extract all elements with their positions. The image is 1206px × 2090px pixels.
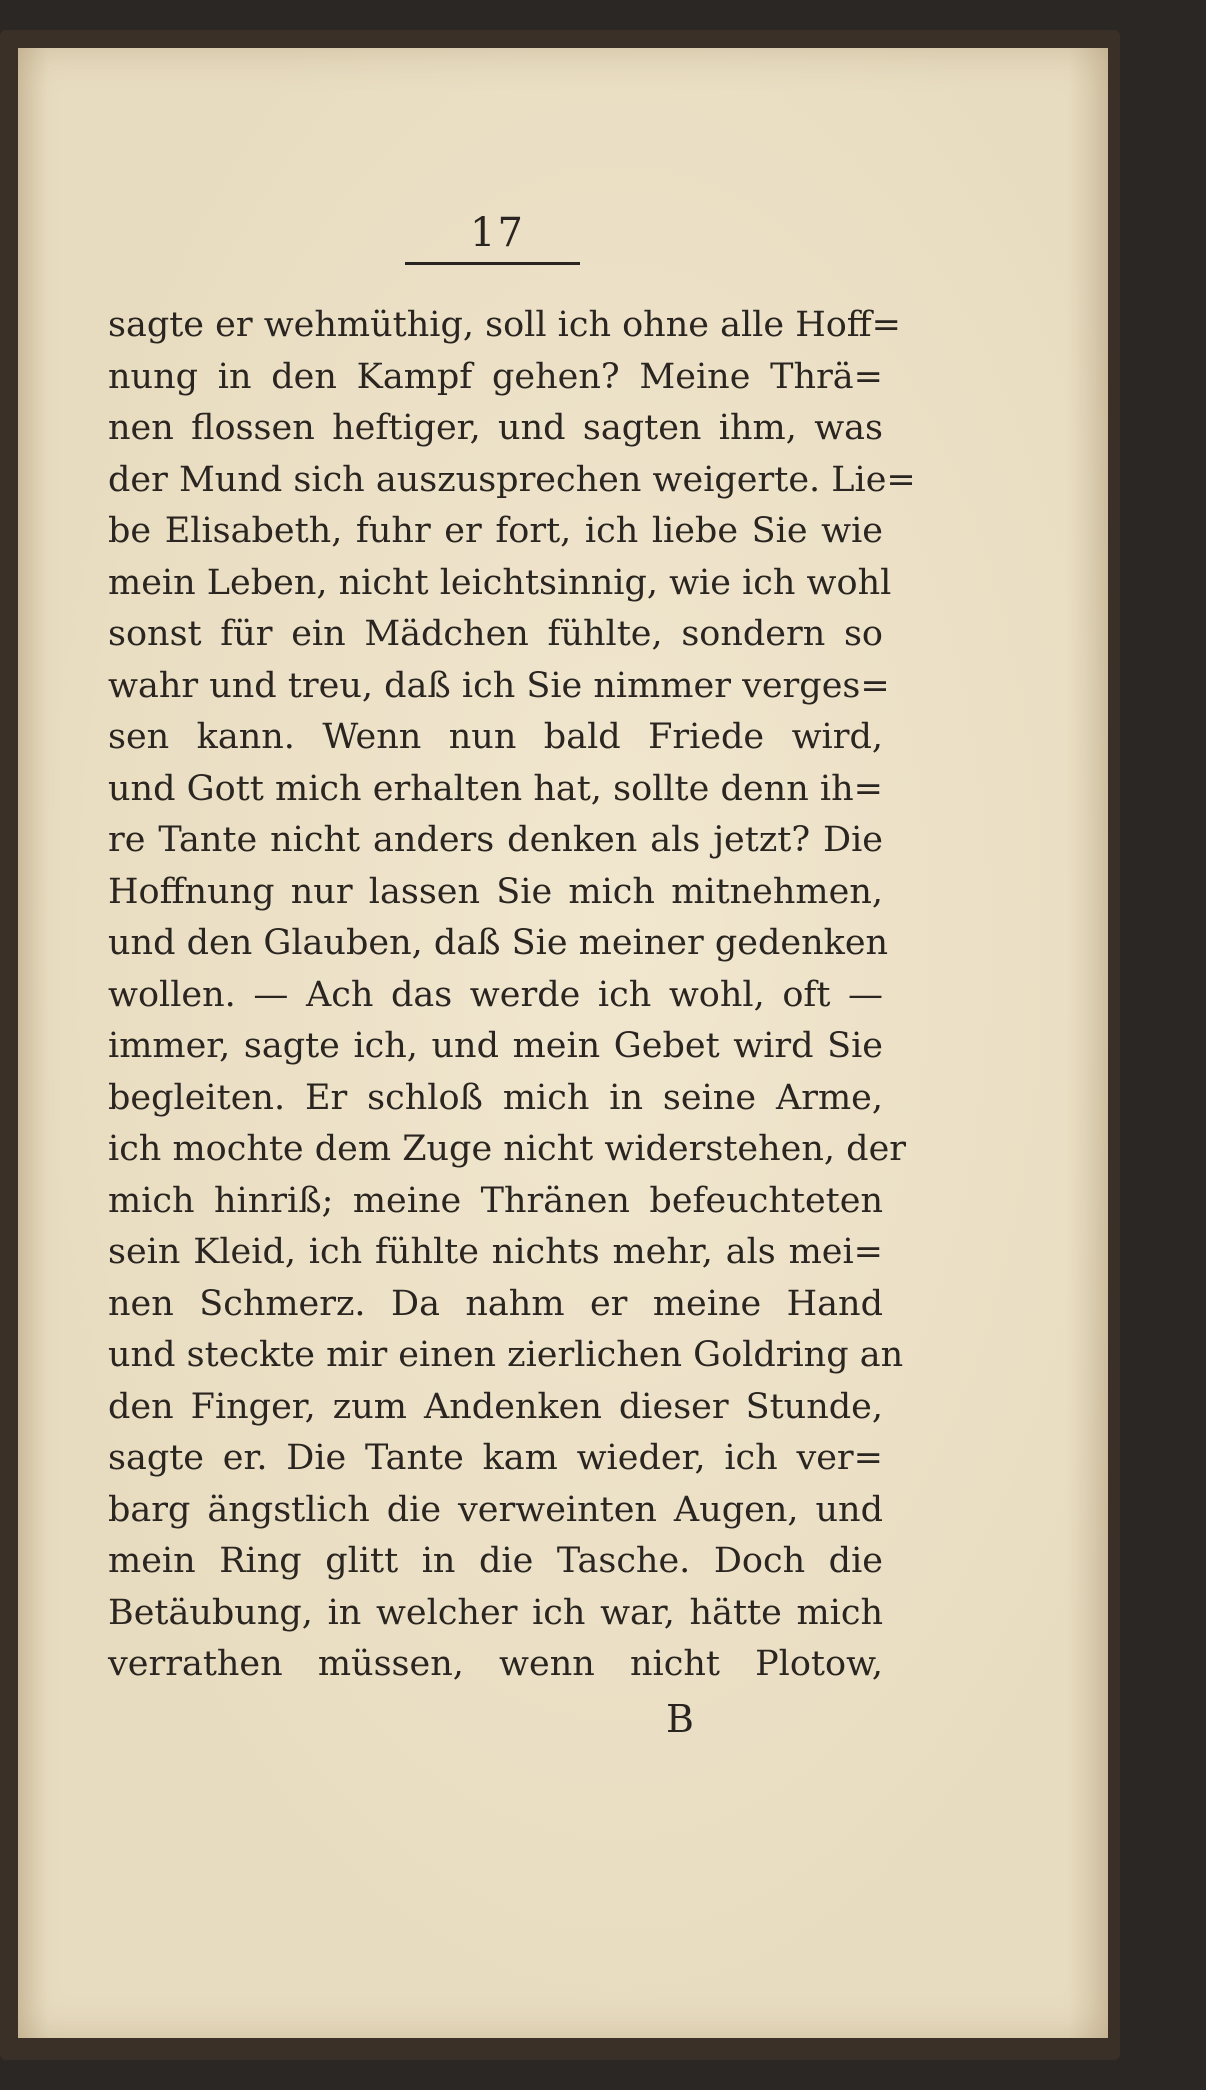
text-line: mein Leben, nicht leichtsinnig, wie ich wohl bbox=[108, 562, 892, 603]
text-line: und steckte mir einen zierlichen Goldring an bbox=[108, 1335, 904, 1375]
text-line: wahr und treu, daß ich Sie nimmer verges= bbox=[108, 665, 890, 706]
text-line: der Mund sich auszusprechen weigerte. Lie= bbox=[108, 459, 916, 500]
text-line: sagte er wehmüthig, soll ich ohne alle Hoff= bbox=[108, 305, 901, 345]
text-line: be Elisabeth, fuhr er fort, ich liebe Sie wie bbox=[108, 511, 883, 551]
text-line: sagte er. Die Tante kam wieder, ich ver= bbox=[108, 1438, 883, 1478]
text-line: mich hinriß; meine Thränen befeuchteten bbox=[108, 1180, 883, 1221]
text-line: sein Kleid, ich fühlte nichts mehr, als mei= bbox=[108, 1232, 883, 1272]
text-line: und Gott mich erhalten hat, sollte denn ih= bbox=[108, 768, 883, 809]
text-line: re Tante nicht anders denken als jetzt? Die bbox=[108, 820, 883, 860]
text-line: und den Glauben, daß Sie meiner gedenken bbox=[108, 923, 889, 963]
body-text bbox=[108, 300, 916, 1691]
text-line: nen flossen heftiger, und sagten ihm, was bbox=[108, 408, 883, 448]
page-number: 17 bbox=[470, 210, 525, 256]
text-line: mein Ring glitt in die Tasche. Doch die bbox=[108, 1541, 883, 1581]
text-line: wollen. — Ach das werde ich wohl, oft — bbox=[108, 974, 883, 1015]
text-line: ich mochte dem Zuge nicht widerstehen, der bbox=[108, 1129, 907, 1169]
text-line: Hoffnung nur lassen Sie mich mitnehmen, bbox=[108, 871, 883, 912]
text-line: verrathen müssen, wenn nicht Plotow, bbox=[108, 1644, 883, 1684]
text-line: nung in den Kampf gehen? Meine Thrä= bbox=[108, 356, 883, 397]
signature-mark: B bbox=[666, 1697, 694, 1741]
text-line: Betäubung, in welcher ich war, hätte mich bbox=[108, 1592, 883, 1633]
text-line: begleiten. Er schloß mich in seine Arme, bbox=[108, 1077, 883, 1118]
text-line: sonst für ein Mädchen fühlte, sondern so bbox=[108, 614, 883, 654]
text-line: den Finger, zum Andenken dieser Stunde, bbox=[108, 1386, 883, 1427]
text-line: sen kann. Wenn nun bald Friede wird, bbox=[108, 717, 883, 757]
text-line: barg ängstlich die verweinten Augen, und bbox=[108, 1489, 883, 1530]
text-line: nen Schmerz. Da nahm er meine Hand bbox=[108, 1283, 883, 1324]
header-rule bbox=[405, 262, 580, 265]
text-line: immer, sagte ich, und mein Gebet wird Sie bbox=[108, 1026, 883, 1066]
